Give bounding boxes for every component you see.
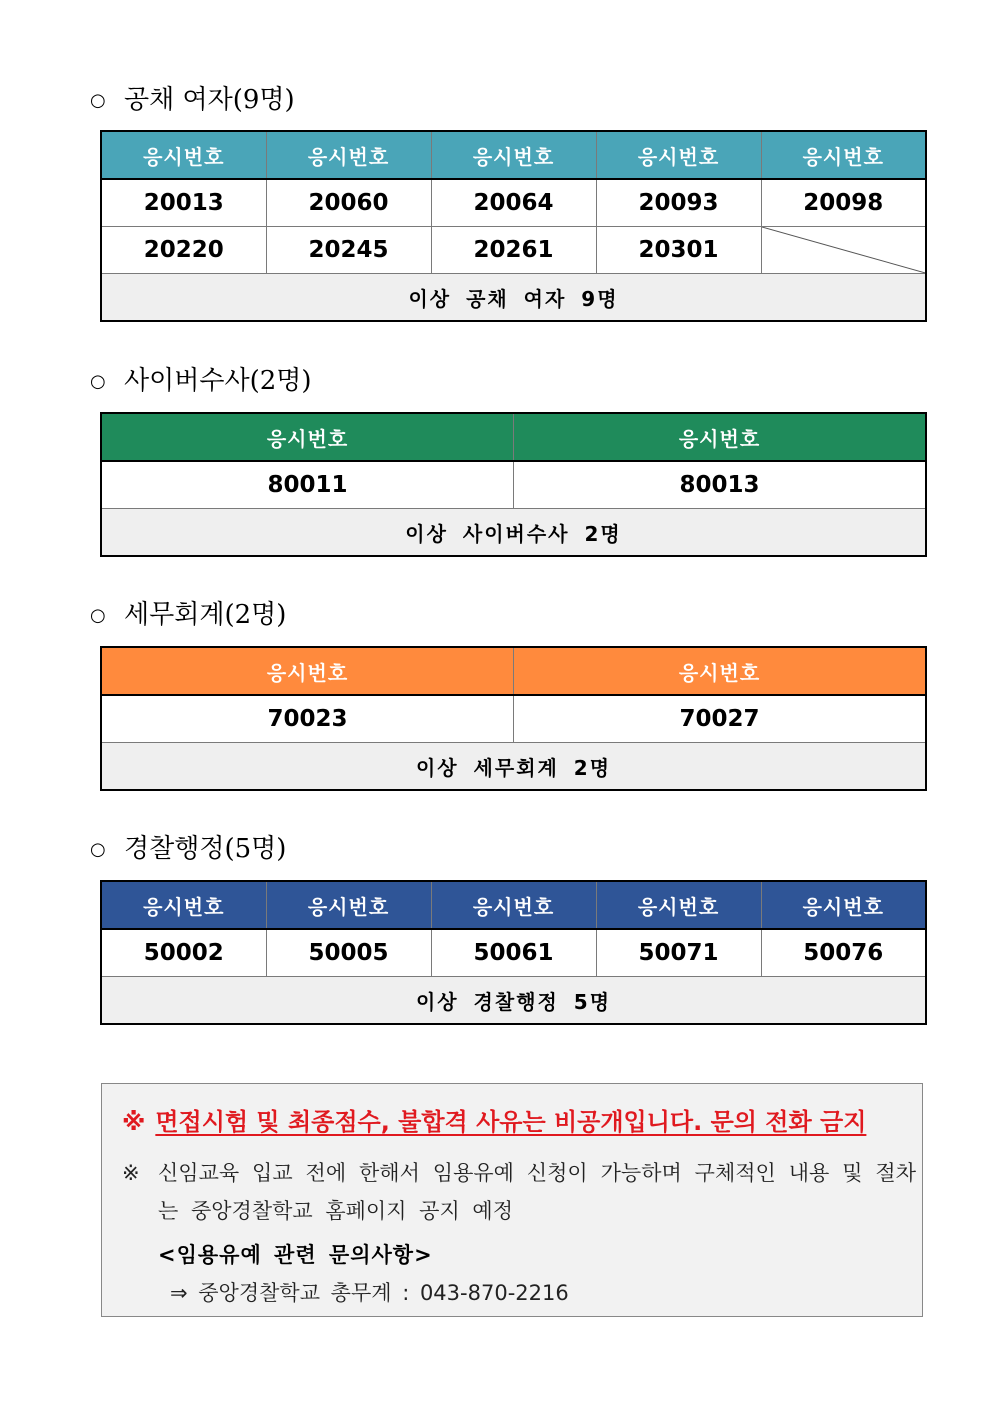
column-header: 응시번호 (761, 131, 926, 179)
exam-number: 20220 (101, 227, 266, 274)
reference-mark-icon: ※ (122, 1161, 140, 1185)
section-heading: ○ 경찰행정(5명) (90, 829, 286, 869)
summary-text: 이상 사이버수사 2명 (101, 509, 926, 557)
exam-number: 20093 (596, 179, 761, 227)
column-header: 응시번호 (101, 881, 266, 929)
table-row (101, 179, 926, 227)
table-row (101, 461, 926, 509)
reference-mark-icon: ※ (122, 1108, 146, 1136)
contact-title: <임용유예 관련 문의사항> (158, 1243, 433, 1267)
exam-number: 80011 (101, 461, 514, 509)
info-notice: ※ 신임교육 입교 전에 한해서 임용유예 신청이 가능하며 구체적인 내용 및 절차는 중앙경찰학교 홈페이지 공지 예정 (122, 1154, 916, 1230)
section-heading: ○ 공채 여자(9명) (90, 80, 295, 120)
summary-text: 이상 경찰행정 5명 (101, 977, 926, 1025)
summary-row (101, 509, 926, 557)
column-header: 응시번호 (101, 413, 514, 461)
results-table (100, 646, 927, 791)
table-header-row (101, 131, 926, 179)
column-header: 응시번호 (431, 881, 596, 929)
column-header: 응시번호 (101, 647, 514, 695)
table-header-row (101, 881, 926, 929)
empty-cell (761, 227, 926, 274)
exam-number: 80013 (514, 461, 927, 509)
results-table (100, 130, 927, 322)
column-header: 응시번호 (266, 131, 431, 179)
table-row (101, 929, 926, 977)
exam-number: 50071 (596, 929, 761, 977)
exam-number: 20301 (596, 227, 761, 274)
column-header: 응시번호 (101, 131, 266, 179)
exam-number: 20064 (431, 179, 596, 227)
table-header-row (101, 647, 926, 695)
section-heading: ○ 사이버수사(2명) (90, 361, 312, 401)
results-table (100, 412, 927, 557)
exam-number: 70023 (101, 695, 514, 743)
column-header: 응시번호 (514, 413, 927, 461)
column-header: 응시번호 (596, 131, 761, 179)
bullet-icon: ○ (90, 605, 106, 626)
exam-number: 50076 (761, 929, 926, 977)
notice-box (101, 1083, 923, 1317)
table-row (101, 227, 926, 274)
column-header: 응시번호 (514, 647, 927, 695)
exam-number: 20013 (101, 179, 266, 227)
column-header: 응시번호 (431, 131, 596, 179)
summary-row (101, 743, 926, 791)
exam-number: 20245 (266, 227, 431, 274)
summary-text: 이상 공채 여자 9명 (101, 274, 926, 322)
summary-text: 이상 세무회계 2명 (101, 743, 926, 791)
exam-number: 50002 (101, 929, 266, 977)
column-header: 응시번호 (761, 881, 926, 929)
warning-notice: ※ 면접시험 및 최종점수, 불합격 사유는 비공개입니다. 문의 전화 금지 (122, 1108, 867, 1136)
exam-number: 20060 (266, 179, 431, 227)
table-row (101, 695, 926, 743)
bullet-icon: ○ (90, 371, 106, 392)
summary-row (101, 977, 926, 1025)
exam-number: 50061 (431, 929, 596, 977)
results-table (100, 880, 927, 1025)
exam-number: 50005 (266, 929, 431, 977)
section-heading: ○ 세무회계(2명) (90, 595, 286, 635)
exam-number: 20261 (431, 227, 596, 274)
column-header: 응시번호 (266, 881, 431, 929)
exam-number: 70027 (514, 695, 927, 743)
column-header: 응시번호 (596, 881, 761, 929)
bullet-icon: ○ (90, 90, 106, 111)
summary-row (101, 274, 926, 322)
table-header-row (101, 413, 926, 461)
exam-number: 20098 (761, 179, 926, 227)
contact-line: ⇒ 중앙경찰학교 총무계 : 043-870-2216 (170, 1281, 569, 1305)
diagonal-line (762, 227, 926, 273)
bullet-icon: ○ (90, 839, 106, 860)
